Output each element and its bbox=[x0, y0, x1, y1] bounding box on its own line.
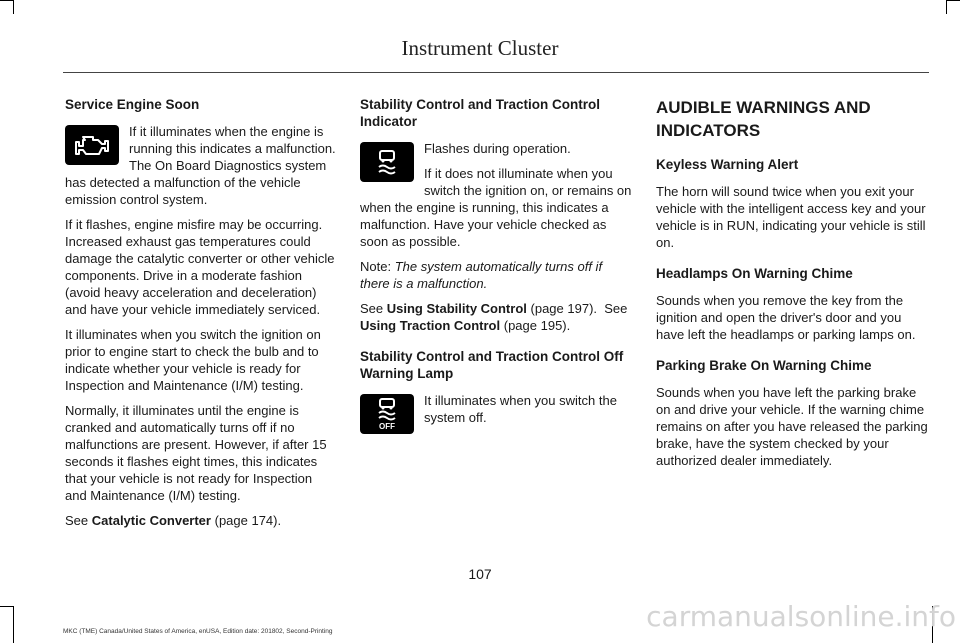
cross-reference-link[interactable]: Catalytic Converter bbox=[91, 513, 211, 528]
note-text: The system automatically turns off if there is a malfunction. bbox=[360, 259, 603, 291]
paragraph: If it illuminates when the engine is running this indicates a malfunction. The On Board Diagnostics system has detected a malfunction of the vehicle emission control system. bbox=[65, 124, 336, 207]
note-label: Note: bbox=[360, 259, 392, 274]
paragraph: The horn will sound twice when you exit your vehicle with the intelligent access key and your vehicle is in RUN, indicating your vehicle is still on. bbox=[656, 184, 926, 250]
column-service-engine bbox=[65, 96, 337, 537]
chapter-title: AUDIBLE WARNINGS AND INDICATORS bbox=[656, 98, 871, 140]
edition-footer: MKC (TME) Canada/United States of America, enUSA, Edition date: 201802, Second-Printing bbox=[63, 628, 333, 635]
section-heading: Service Engine Soon bbox=[65, 97, 200, 112]
section-heading: Stability Control and Traction Control Off Warning Lamp bbox=[360, 349, 624, 381]
column-audible-warnings bbox=[656, 96, 928, 477]
check-engine-icon bbox=[65, 125, 119, 165]
see-reference: See Catalytic Converter (page 174). bbox=[65, 513, 282, 528]
page-number: 107 bbox=[468, 566, 492, 582]
page-header-title: Instrument Cluster bbox=[401, 36, 559, 60]
cross-reference-link[interactable]: Using Stability Control bbox=[386, 301, 527, 316]
header-divider bbox=[63, 72, 929, 73]
section-heading: Keyless Warning Alert bbox=[656, 157, 799, 172]
crop-mark bbox=[0, 606, 14, 607]
column-stability-control bbox=[360, 96, 632, 438]
paragraph: It illuminates when you switch the system off. bbox=[424, 393, 617, 425]
paragraph: Normally, it illuminates until the engine is cranked and automatically turns off if no malfunctions are present. However, if after 15 seconds it flashes eight times, this indicates that your vehicle is not ready for Inspection and Maintenance (I/M) testing. bbox=[65, 403, 327, 503]
cross-reference-link[interactable]: Using Traction Control bbox=[360, 318, 501, 333]
paragraph: Flashes during operation. bbox=[424, 141, 571, 156]
crop-mark bbox=[0, 0, 14, 1]
paragraph: If it does not illuminate when you switch the ignition on, or remains on when the engine is running, this indicates a malfunction. Have your vehicle checked as soon as possible. bbox=[360, 166, 632, 249]
note bbox=[360, 258, 632, 292]
stability-control-icon bbox=[360, 142, 414, 182]
paragraph: Sounds when you remove the key from the ignition and open the driver's door and you have left the headlamps or parking lamps on. bbox=[656, 293, 916, 342]
crop-mark bbox=[13, 606, 14, 643]
section-heading: Parking Brake On Warning Chime bbox=[656, 358, 872, 373]
paragraph: Sounds when you have left the parking brake on and drive your vehicle. If the warning chime remains on after you have released the parking brake, have the system checked by your authorized dealer immediately. bbox=[656, 385, 928, 468]
section-heading: Stability Control and Traction Control Indicator bbox=[360, 97, 601, 129]
watermark: carmanualsonline.info bbox=[646, 600, 956, 633]
crop-mark bbox=[13, 0, 14, 14]
crop-mark bbox=[946, 0, 947, 14]
paragraph: If it flashes, engine misfire may be occurring. Increased exhaust gas temperatures could damage the catalytic converter or other vehicle components. Drive in a moderate fashion (avoid heavy acceleration and deceleration) and have your vehicle immediately serviced. bbox=[65, 217, 335, 317]
crop-mark bbox=[946, 0, 960, 1]
stability-control-off-icon bbox=[360, 394, 414, 434]
paragraph: It illuminates when you switch the ignition on prior to engine start to check the bulb and to indicate whether your vehicle is ready for Inspection and Maintenance (I/M) testing. bbox=[65, 327, 321, 393]
section-heading: Headlamps On Warning Chime bbox=[656, 266, 853, 281]
see-reference: See Using Stability Control (page 197). See Using Traction Control (page 195). bbox=[360, 301, 628, 333]
svg-text:OFF: OFF bbox=[379, 422, 395, 431]
